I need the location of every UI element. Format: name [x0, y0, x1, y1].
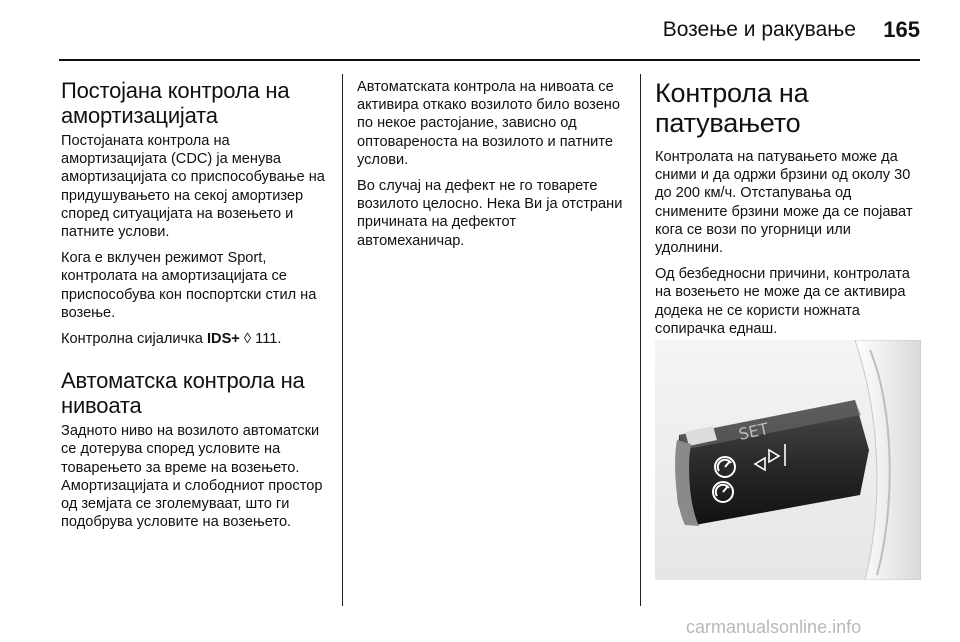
- heading-cruise-control: Контрола на патувањето: [655, 78, 809, 138]
- column-1: [61, 78, 331, 539]
- heading-damping-control: Постојана контрола на амортизацијата: [61, 78, 290, 128]
- page-number: 165: [883, 17, 920, 42]
- indicator-text: Контролна сијаличка: [61, 331, 207, 348]
- watermark: carmanualsonline.info: [686, 617, 862, 637]
- paragraph: Постојаната контрола на амортизацијата (CDC) ја менува амортизацијата со приспособување на придушувањето на секој амортизер според ситуацијата на возењето и патните услови.: [61, 133, 325, 241]
- column-divider: [640, 74, 641, 606]
- paragraph: Контролата на патувањето може да сними и да одржи брзини од околу 30 до 200 км/ч. Отстапувања од снимените брзини може да се појават кога се вози по угорници или удолнини.: [655, 149, 913, 257]
- paragraph: Од безбедносни причини, контролата на возењето не може да се активира додека не се користи ножната сопирачка еднаш.: [655, 266, 910, 337]
- paragraph: Кога е вклучен режимот Sport, контролата на амортизацијата се приспособува кон поспортски стил на возење.: [61, 250, 317, 321]
- paragraph-indicator-ref: [61, 330, 331, 348]
- header-title: Возење и ракување: [662, 18, 856, 41]
- cruise-control-lever-icon: [655, 340, 921, 580]
- paragraph: Во случај на дефект не го товарете возилото целосно. Нека Ви ја отстрани причината на дефектот автомеханичар.: [357, 178, 623, 249]
- svg-text:SET: SET: [736, 419, 771, 444]
- page-ref-icon: ◊: [243, 331, 252, 348]
- column-divider: [342, 74, 343, 606]
- ids-label: IDS+: [206, 331, 240, 348]
- page-ref[interactable]: 111.: [251, 331, 282, 348]
- page-header: [0, 0, 960, 58]
- paragraph: Автоматската контрола на нивоата се активира откако возилото било возено по некое растојание, зависно од оптовареноста на возилото и патните услови.: [357, 79, 620, 168]
- column-2: [357, 78, 625, 258]
- column-3: [655, 78, 923, 346]
- heading-level-control: Автоматска контрола на нивоата: [61, 368, 305, 419]
- paragraph: Задното ниво на возилото автоматски се дотерува според условите на товарењето за време на возењето. Амортизацијата и слободниот простор од земјата се зголемуваат, што ги подобрува условите на возењето.: [61, 423, 323, 531]
- header-rule: [59, 59, 920, 61]
